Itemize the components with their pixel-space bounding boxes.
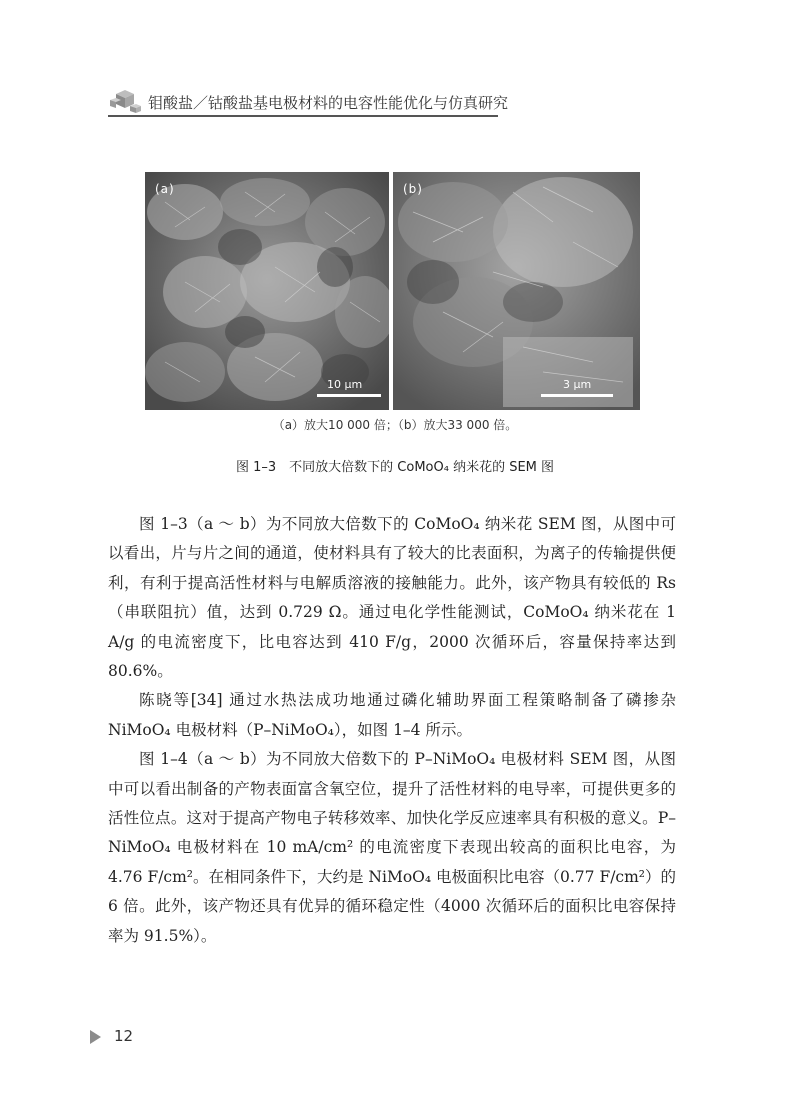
panel-label-a: (a) bbox=[155, 182, 175, 196]
scale-label-a: 10 μm bbox=[327, 378, 363, 391]
paragraph: 图 1–3（a ～ b）为不同放大倍数下的 CoMoO₄ 纳米花 SEM 图，从图中可以看出，片与片之间的通道，使材料具有了较大的比表面积，为离子的传输提供便利，有利于提高活性材料与电解质溶液的接触能力。此外，该产物具有较低的 Rs（串联阻抗）值，达到 0.729 Ω。通过电化学性能测试，CoMoO₄ 纳米花在 1 A/g 的电流密度下，比电容达到 410 F/g，2000 次循环后，容量保持率达到 80.6%。 bbox=[108, 515, 676, 681]
book-logo-icon bbox=[108, 88, 142, 114]
triangle-right-icon bbox=[90, 1030, 101, 1044]
sem-image-panel-b bbox=[393, 172, 640, 410]
sem-micrograph-a bbox=[145, 172, 389, 410]
paragraph: 图 1–4（a ～ b）为不同放大倍数下的 P–NiMoO₄ 电极材料 SEM 图，从图中可以看出制备的产物表面富含氧空位，提升了活性材料的电导率，可提供更多的活性位点。这对于提高产物电子转移效率、加快化学反应速率具有积极的意义。P–NiMoO₄ 电极材料在 10 mA/cm² 的电流密度下表现出较高的面积比电容，为 4.76 F/cm²。在相同条件下，大约是 NiMoO₄ 电极面积比电容（0.77 F/cm²）的 6 倍。此外，该产物还具有优异的循环稳定性（4000 次循环后的面积比电容保持率为 91.5%）。 bbox=[108, 750, 677, 945]
figure-caption: 图 1–3 不同放大倍数下的 CoMoO₄ 纳米花的 SEM 图 bbox=[235, 460, 555, 475]
sem-image-panel-a bbox=[145, 172, 389, 410]
panel-label-b: (b) bbox=[403, 182, 423, 196]
scale-bar-b bbox=[541, 394, 613, 397]
paragraph: 陈晓等[34] 通过水热法成功地通过磷化辅助界面工程策略制备了磷掺杂 NiMoO₄ 电极材料（P–NiMoO₄），如图 1–4 所示。 bbox=[108, 691, 676, 739]
scale-label-b: 3 μm bbox=[563, 378, 592, 391]
body-text bbox=[108, 510, 676, 951]
sem-micrograph-b bbox=[393, 172, 640, 410]
running-header bbox=[108, 86, 509, 120]
book-title: 钼酸盐／钴酸盐基电极材料的电容性能优化与仿真研究 bbox=[148, 94, 509, 112]
figure-subcaption: （a）放大10 000 倍；（b）放大33 000 倍。 bbox=[272, 418, 518, 432]
scale-bar-a bbox=[317, 394, 381, 397]
page-number: 12 bbox=[114, 1027, 134, 1045]
sem-figure bbox=[145, 172, 640, 410]
header-rule bbox=[108, 115, 498, 117]
